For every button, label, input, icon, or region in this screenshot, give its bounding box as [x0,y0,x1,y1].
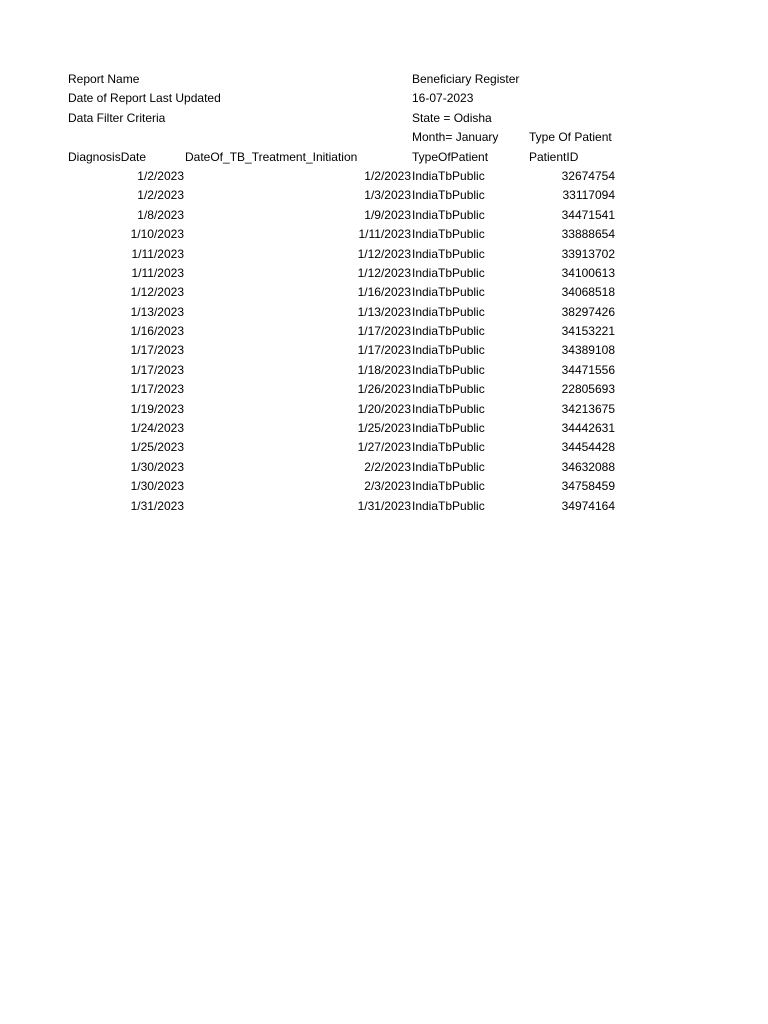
type-of-patient-cell: IndiaTbPublic [412,343,485,358]
report-name-row [68,70,628,89]
header-treatment-initiation-date: DateOf_TB_Treatment_Initiation [185,149,358,164]
diagnosis-date-cell: 1/10/2023 [130,227,184,242]
treatment-initiation-date-cell: 1/2/2023 [364,168,411,183]
type-of-patient-cell: IndiaTbPublic [412,362,485,377]
filter-state: State = Odisha [412,110,492,125]
table-row [68,264,628,283]
patient-id-cell: 33117094 [562,188,615,203]
treatment-initiation-date-cell: 1/31/2023 [357,498,411,513]
treatment-initiation-date-cell: 1/12/2023 [357,246,411,261]
table-row [68,419,628,438]
table-row [68,497,628,516]
treatment-initiation-date-cell: 1/3/2023 [364,188,411,203]
treatment-initiation-date-cell: 1/11/2023 [358,227,411,242]
type-of-patient-cell: IndiaTbPublic [412,382,485,397]
type-of-patient-cell: IndiaTbPublic [412,440,485,455]
type-of-patient-cell: IndiaTbPublic [412,479,485,494]
header-patient-id: PatientID [529,149,579,164]
diagnosis-date-cell: 1/11/2023 [131,265,184,280]
diagnosis-date-cell: 1/30/2023 [130,479,184,494]
diagnosis-date-cell: 1/19/2023 [130,401,184,416]
type-of-patient-cell: IndiaTbPublic [412,207,485,222]
type-of-patient-cell: IndiaTbPublic [412,246,485,261]
patient-id-cell: 34632088 [561,459,615,474]
header-diagnosis-date: DiagnosisDate [68,149,147,164]
diagnosis-date-cell: 1/17/2023 [130,362,184,377]
diagnosis-date-cell: 1/8/2023 [137,207,184,222]
table-row [68,167,628,186]
beneficiary-register-sheet [68,70,628,516]
type-of-patient-cell: IndiaTbPublic [412,459,485,474]
patient-id-cell: 34454428 [561,440,615,455]
patient-id-cell: 34213675 [561,401,615,416]
patient-id-cell: 34442631 [561,421,615,436]
diagnosis-date-cell: 1/25/2023 [130,440,184,455]
diagnosis-date-cell: 1/16/2023 [130,324,184,339]
header-type-of-patient: TypeOfPatient [412,149,489,164]
patient-id-cell: 32674754 [561,168,615,183]
table-row [68,477,628,496]
diagnosis-date-cell: 1/13/2023 [130,304,184,319]
diagnosis-date-cell: 1/30/2023 [130,459,184,474]
type-of-patient-cell: IndiaTbPublic [412,168,485,183]
diagnosis-date-cell: 1/12/2023 [130,285,184,300]
patient-id-cell: 34471541 [561,207,615,222]
table-row [68,458,628,477]
treatment-initiation-date-cell: 2/3/2023 [364,479,411,494]
diagnosis-date-cell: 1/2/2023 [137,168,184,183]
last-updated-label: Date of Report Last Updated [68,91,221,106]
diagnosis-date-cell: 1/11/2023 [131,246,184,261]
last-updated-value: 16-07-2023 [412,91,474,106]
table-row [68,380,628,399]
filter-criteria-row [68,109,628,128]
table-row [68,341,628,360]
diagnosis-date-cell: 1/17/2023 [130,382,184,397]
patient-id-cell: 34153221 [561,324,615,339]
table-row [68,206,628,225]
treatment-initiation-date-cell: 1/26/2023 [357,382,411,397]
table-row [68,186,628,205]
patient-id-cell: 34068518 [561,285,615,300]
patient-id-cell: 34389108 [561,343,615,358]
treatment-initiation-date-cell: 1/16/2023 [357,285,411,300]
filter-month-row [68,128,628,147]
diagnosis-date-cell: 1/31/2023 [130,498,184,513]
type-of-patient-cell: IndiaTbPublic [412,285,485,300]
filter-month: Month= January [412,130,499,145]
type-of-patient-cell: IndiaTbPublic [412,324,485,339]
type-of-patient-cell: IndiaTbPublic [412,421,485,436]
table-row [68,225,628,244]
treatment-initiation-date-cell: 1/9/2023 [364,207,411,222]
patient-id-cell: 34471556 [561,362,615,377]
type-of-patient-cell: IndiaTbPublic [412,498,485,513]
table-row [68,303,628,322]
patient-id-cell: 34758459 [561,479,615,494]
treatment-initiation-date-cell: 1/12/2023 [357,265,411,280]
table-row [68,322,628,341]
table-row [68,400,628,419]
filter-criteria-label: Data Filter Criteria [68,110,166,125]
table-body [68,167,628,516]
table-row [68,245,628,264]
treatment-initiation-date-cell: 1/17/2023 [357,324,411,339]
treatment-initiation-date-cell: 2/2/2023 [364,459,411,474]
treatment-initiation-date-cell: 1/27/2023 [357,440,411,455]
patient-id-cell: 34974164 [561,498,615,513]
patient-id-cell: 33913702 [561,246,615,261]
patient-id-cell: 34100613 [561,265,615,280]
type-of-patient-cell: IndiaTbPublic [412,188,485,203]
table-row [68,438,628,457]
type-of-patient-cell: IndiaTbPublic [412,304,485,319]
treatment-initiation-date-cell: 1/25/2023 [357,421,411,436]
type-of-patient-cell: IndiaTbPublic [412,227,485,242]
treatment-initiation-date-cell: 1/13/2023 [357,304,411,319]
type-of-patient-cell: IndiaTbPublic [412,265,485,280]
patient-id-cell: 38297426 [561,304,615,319]
table-header-row [68,148,628,167]
last-updated-row [68,89,628,108]
treatment-initiation-date-cell: 1/17/2023 [357,343,411,358]
diagnosis-date-cell: 1/17/2023 [130,343,184,358]
report-name-value: Beneficiary Register [412,72,520,86]
diagnosis-date-cell: 1/2/2023 [137,188,184,203]
table-row [68,283,628,302]
report-name-label: Report Name [68,72,140,86]
type-of-patient-cell: IndiaTbPublic [412,401,485,416]
table-row [68,361,628,380]
patient-id-cell: 33888654 [561,227,615,242]
diagnosis-date-cell: 1/24/2023 [130,421,184,436]
treatment-initiation-date-cell: 1/18/2023 [357,362,411,377]
filter-patient-type: Type Of Patient [529,130,612,145]
patient-id-cell: 22805693 [561,382,615,397]
treatment-initiation-date-cell: 1/20/2023 [357,401,411,416]
